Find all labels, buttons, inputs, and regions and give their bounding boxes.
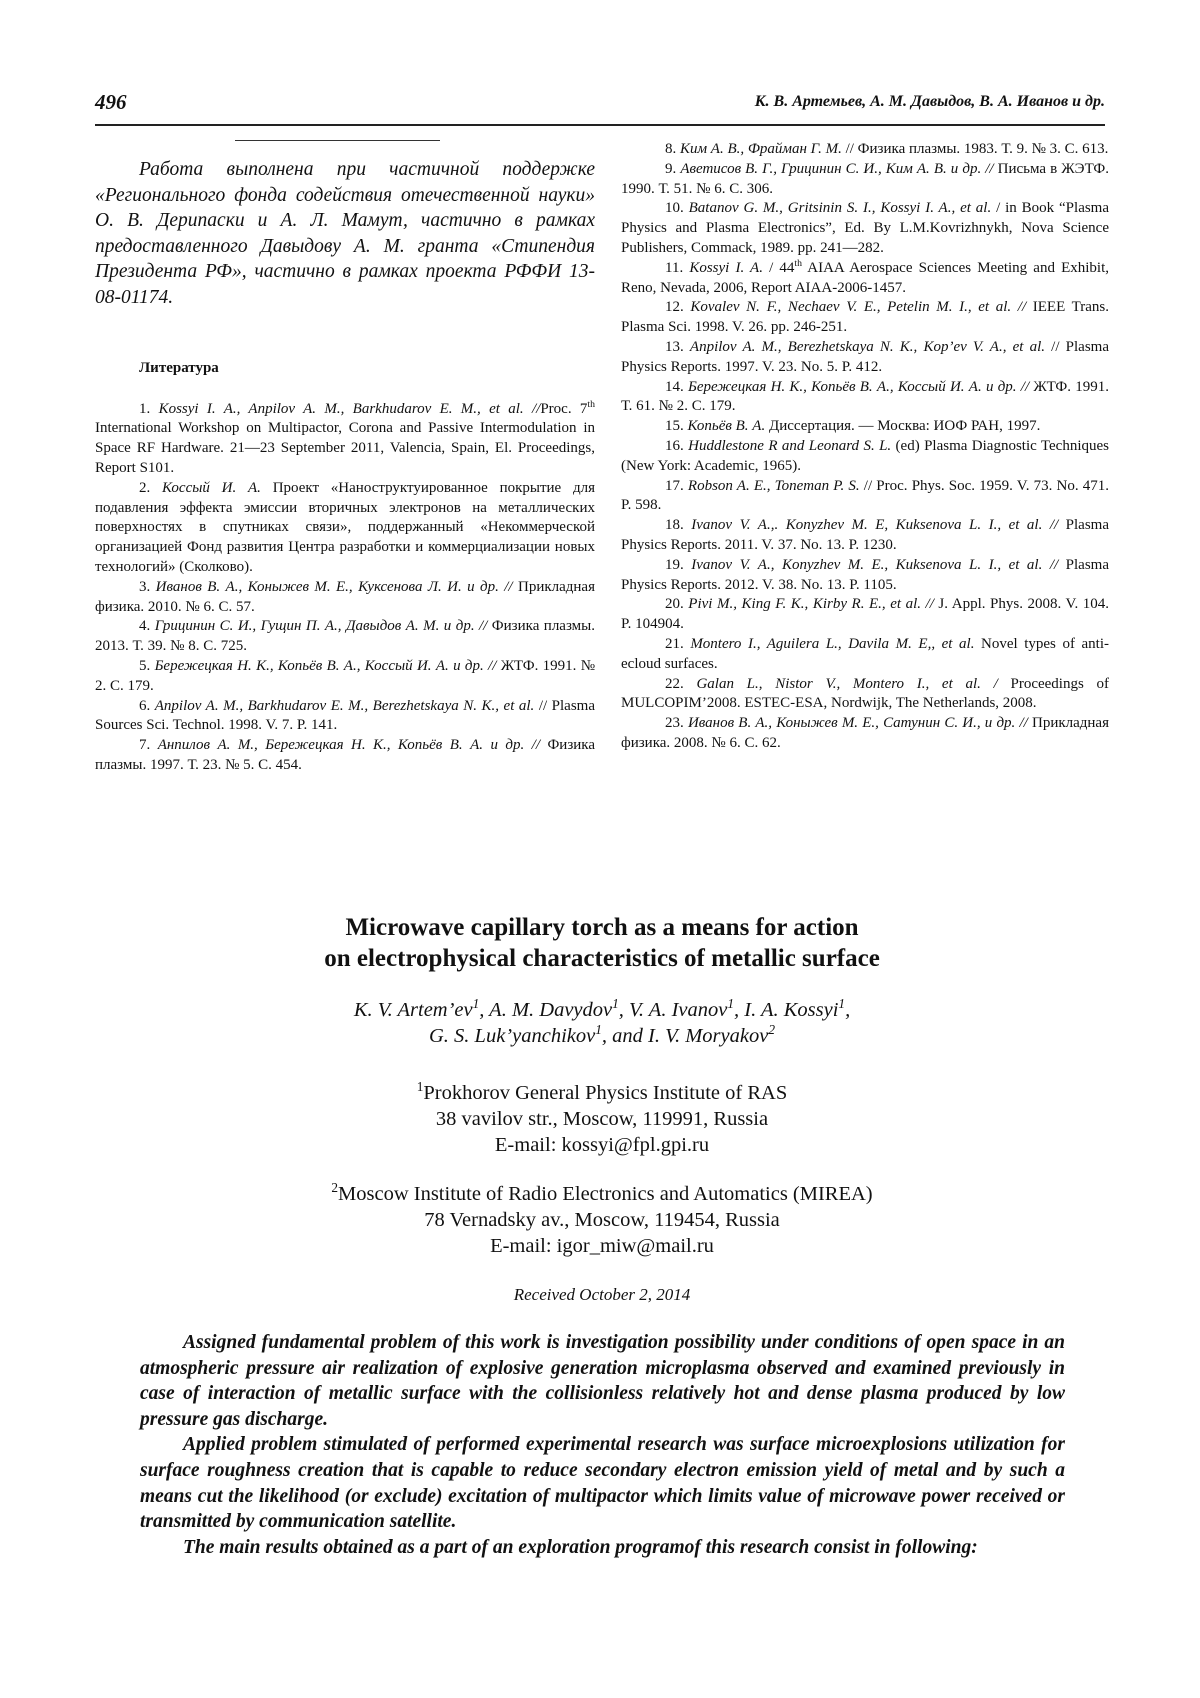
reference-superscript: th [794, 257, 802, 269]
reference-item [621, 140, 1109, 160]
reference-authors: Анпилов А. М., Бережецкая Н. К., Копьёв В. А. и др. // [157, 737, 540, 754]
article-title [95, 912, 1109, 974]
abstract-paragraph: The main results obtained as a part of an exploration programof this research consist in following: [183, 1536, 978, 1558]
reference-number: 19. [665, 556, 684, 573]
reference-number: 11. [665, 259, 684, 276]
author-affiliation-marker: 1 [727, 996, 734, 1012]
author-affiliation-marker: 1 [595, 1022, 602, 1038]
reference-item [621, 635, 1109, 675]
reference-text: IEEE Trans. Plasma Sci. 1998. V. 26. pp. 246-251. [621, 299, 1109, 336]
reference-text: / 44 [762, 259, 795, 276]
author-separator: , [618, 999, 630, 1021]
reference-authors: Бережецкая Н. К., Копьёв В. А., Коссый И. А. и др. // [688, 378, 1030, 395]
reference-authors: Бережецкая Н. К., Копьёв В. А., Коссый И. А. и др. // [154, 657, 497, 674]
reference-text: International Workshop on Multipactor, Corona and Passive Intermodulation in Space RF Hardware. 21—23 September 2011, Valencia, Spain, El. Proceedings, Report S101. [95, 420, 595, 476]
author-separator: , [479, 999, 490, 1021]
reference-text: Proc. 7 [540, 400, 588, 417]
affiliation-1 [95, 1080, 1109, 1158]
reference-authors: Galan L., Nistor V., Montero I., et al. / [696, 675, 998, 692]
reference-authors: Ivanov V. A.,. Konyzhev M. E, Kuksenova L. I., et al. // [691, 517, 1059, 534]
reference-text: AIAA Aerospace Sciences Meeting and Exhibit, Reno, Nevada, 2006, Report AIAA-2006-1457. [621, 259, 1109, 296]
affiliation-email: E-mail: igor_miw@mail.ru [490, 1235, 714, 1257]
abstract-paragraph: Assigned fundamental problem of this work is investigation possibility under conditions of open space in an atmospheric pressure air realization of explosive generation microplasma observed and examined previously in case of interaction of metallic surface with the collisionless relatively hot and dense plasma produced by low pressure gas discharge. [140, 1332, 1065, 1430]
reference-number: 13. [665, 338, 684, 355]
reference-list-left [95, 400, 595, 776]
reference-text: Plasma Physics Reports. 2011. V. 37. No. 13. P. 1230. [621, 517, 1110, 553]
reference-number: 10. [665, 200, 684, 217]
reference-list-right [621, 140, 1109, 754]
reference-number: 14. [665, 378, 684, 395]
title-line: Microwave capillary torch as a means for action [345, 914, 859, 941]
footnote-rule [235, 140, 440, 141]
reference-number: 8. [665, 141, 677, 157]
reference-item [95, 617, 595, 657]
author-separator: , and [601, 1025, 649, 1047]
reference-text: // Plasma Physics Reports. 1997. V. 23. No. 5. P. 412. [621, 338, 1109, 375]
reference-authors: Anpilov A. M., Barkhudarov E. M., Berezhetskaya N. K., et al. [154, 697, 535, 714]
reference-item [621, 595, 1109, 635]
reference-authors: Kossyi I. A., Anpilov A. M., Barkhudarov E. M., et al. // [158, 400, 541, 417]
reference-number: 16. [665, 437, 684, 454]
reference-text: J. Appl. Phys. 2008. V. 104. P. 104904. [621, 596, 1109, 633]
reference-text: // Физика плазмы. 1983. Т. 9. № 3. С. 613. [841, 141, 1109, 157]
reference-item [621, 477, 1109, 517]
abstract [140, 1330, 1065, 1560]
reference-item [621, 516, 1109, 556]
affiliation-name: Prokhorov General Physics Institute of RAS [423, 1082, 788, 1104]
reference-text: Прикладная физика. 2010. № 6. С. 57. [95, 578, 595, 615]
affiliation-marker: 1 [416, 1079, 424, 1095]
reference-authors: Ivanov V. A., Konyzhev M. E., Kuksenova L. I., et al. // [691, 556, 1059, 573]
author-list [95, 997, 1109, 1049]
reference-text: Прикладная физика. 2008. № 6. С. 62. [621, 715, 1109, 751]
reference-item [621, 437, 1109, 477]
author-name: G. S. Luk’yanchikov [429, 1025, 596, 1047]
reference-item [95, 400, 595, 479]
reference-text: // Plasma Sources Sci. Technol. 1998. V. 7. P. 141. [95, 697, 595, 734]
reference-number: 17. [665, 477, 684, 494]
reference-number: 4. [139, 618, 151, 635]
affiliation-marker: 2 [331, 1180, 339, 1196]
reference-text: Plasma Physics Reports. 2012. V. 38. No. 13. P. 1105. [621, 556, 1110, 593]
literature-heading: Литература [139, 359, 219, 376]
reference-number: 5. [139, 657, 151, 674]
reference-text: / in Book “Plasma Physics and Plasma Electronics”, Ed. By L.M.Kovrizhnykh, Nova Science Publishers, Commack, 1989. pp. 241—282. [621, 200, 1110, 256]
reference-authors: Robson A. E., Toneman P. S. [687, 477, 860, 494]
reference-authors: Kovalev N. F., Nechaev V. E., Petelin M. I., et al. // [690, 299, 1027, 316]
reference-number: 15. [665, 418, 684, 435]
reference-authors: Грицинин С. И., Гущин П. А., Давыдов А. М. и др. // [154, 618, 488, 635]
reference-superscript: th [587, 398, 596, 410]
reference-text: ЖТФ. 1991. Т. 61. № 2. С. 179. [621, 378, 1110, 415]
reference-text: Proceedings of MULCOPIM’2008. ESTEC-ESA, Nordwijk, The Netherlands, 2008. [621, 675, 1110, 712]
author-name: A. M. Davydov [489, 999, 613, 1021]
reference-item [621, 298, 1109, 338]
reference-item [621, 675, 1109, 715]
reference-number: 18. [665, 517, 684, 534]
author-affiliation-marker: 1 [838, 996, 846, 1012]
reference-number: 20. [665, 596, 684, 613]
reference-text: Диссертация. — Москва: ИОФ РАН, 1997. [765, 418, 1041, 435]
author-affiliation-marker: 1 [472, 996, 480, 1012]
reference-authors: Ким А. В., Фрайман Г. М. [680, 141, 842, 157]
affiliation-2 [95, 1181, 1109, 1259]
reference-authors: Аветисов В. Г., Грицинин С. И., Ким А. В. и др. // [680, 160, 994, 177]
reference-authors: Kossyi I. A. [689, 259, 763, 276]
reference-item [621, 338, 1109, 378]
author-name: I. V. Moryakov [648, 1025, 769, 1047]
affiliation-address: 38 vavilov str., Moscow, 119991, Russia [435, 1108, 769, 1130]
reference-number: 22. [665, 675, 684, 692]
reference-number: 6. [139, 697, 151, 714]
reference-item [621, 160, 1109, 200]
reference-authors: Иванов В. А., Коныжев М. Е., Куксенова Л. И. и др. // [155, 578, 513, 595]
reference-text: Письма в ЖЭТФ. 1990. Т. 51. № 6. С. 306. [621, 160, 1110, 197]
reference-item [95, 657, 595, 697]
reference-text: Физика плазмы. 1997. Т. 23. № 5. С. 454. [95, 737, 595, 773]
author-name: K. V. Artem’ev [353, 999, 473, 1021]
reference-number: 21. [665, 635, 684, 652]
reference-text: Физика плазмы. 2013. Т. 39. № 8. С. 725. [95, 618, 595, 655]
reference-text: Проект «Наноструктуированное покрытие для подавления эффекта эмиссии вторичных электронов на металлических поверхностях в спутниках связи», поддержанный «Некоммерческой организацией Фонд развития Центра разработки и коммерциализации новых технологий» (Сколково). [95, 479, 595, 575]
reference-authors: Anpilov A. M., Berezhetskaya N. K., Kop’ev V. A., et al. [689, 338, 1046, 355]
reference-item [621, 259, 1109, 299]
reference-item [95, 736, 595, 776]
reference-authors: Иванов В. А., Коныжев М. Е., Сатунин С. И., и др. // [687, 715, 1028, 732]
author-affiliation-marker: 2 [768, 1022, 775, 1038]
author-separator: , [734, 999, 745, 1021]
page-header [95, 90, 1105, 126]
reference-item [95, 578, 595, 618]
affiliation-email: E-mail: kossyi@fpl.gpi.ru [494, 1134, 710, 1156]
acknowledgment: Работа выполнена при частичной поддержке «Регионального фонда содействия отечественной науки» О. В. Дерипаски и А. Л. Мамут, частично в рамках предоставленного Давыдову А. М. гранта «Стипендия Президента РФ», частично в рамках проекта РФФИ 13-08-01174. [95, 159, 595, 308]
abstract-paragraph: Applied problem stimulated of performed experimental research was surface microexplosions utilization for surface roughness creation that is capable to reduce secondary electron emission yield of metal and by such a means cut the likelihood (or exclude) excitation of multipactor which limits value of microwave power received or transmitted by communication satellite. [140, 1434, 1065, 1533]
author-separator: , [845, 999, 851, 1021]
reference-authors: Коссый И. А. [162, 479, 261, 496]
reference-text: Novel types of anti-ecloud surfaces. [621, 635, 1110, 672]
reference-number: 23. [665, 715, 684, 732]
reference-item [95, 479, 595, 578]
reference-item [621, 556, 1109, 596]
title-line: on electrophysical characteristics of metallic surface [324, 945, 880, 972]
running-head: К. В. Артемьев, А. М. Давыдов, В. А. Иванов и др. [754, 93, 1105, 110]
reference-number: 7. [139, 737, 151, 754]
page-number: 496 [95, 90, 127, 114]
reference-authors: Huddlestone R and Leonard S. L. [688, 437, 892, 454]
reference-authors: Batanov G. M., Gritsinin S. I., Kossyi I. A., et al. [688, 200, 992, 217]
reference-text: // Proc. Phys. Soc. 1959. V. 73. No. 471. P. 598. [621, 477, 1109, 514]
author-name: I. A. Kossyi [744, 999, 839, 1021]
reference-number: 12. [665, 299, 684, 316]
reference-item [621, 714, 1109, 754]
reference-number: 2. [139, 479, 151, 496]
affiliation-name: Moscow Institute of Radio Electronics and Automatics (MIREA) [338, 1183, 873, 1205]
reference-text: (ed) Plasma Diagnostic Techniques (New York: Academic, 1965). [621, 437, 1109, 474]
left-column [95, 140, 595, 776]
reference-authors: Montero I., Aguilera L., Davila M. E,, et al. [690, 635, 975, 652]
reference-item [621, 417, 1109, 437]
reference-item [621, 199, 1109, 258]
affiliation-address: 78 Vernadsky av., Moscow, 119454, Russia [424, 1209, 780, 1231]
reference-text: ЖТФ. 1991. № 2. С. 179. [95, 657, 596, 694]
received-date: Received October 2, 2014 [513, 1285, 691, 1304]
reference-item [95, 697, 595, 737]
reference-item [621, 378, 1109, 418]
reference-number: 1. [139, 400, 151, 417]
author-affiliation-marker: 1 [612, 996, 619, 1012]
reference-authors: Pivi M., King F. K., Kirby R. E., et al. // [688, 596, 934, 613]
reference-authors: Копьёв В. А. [687, 418, 766, 435]
reference-number: 3. [139, 578, 151, 595]
reference-number: 9. [665, 160, 677, 177]
author-name: V. A. Ivanov [629, 999, 728, 1021]
